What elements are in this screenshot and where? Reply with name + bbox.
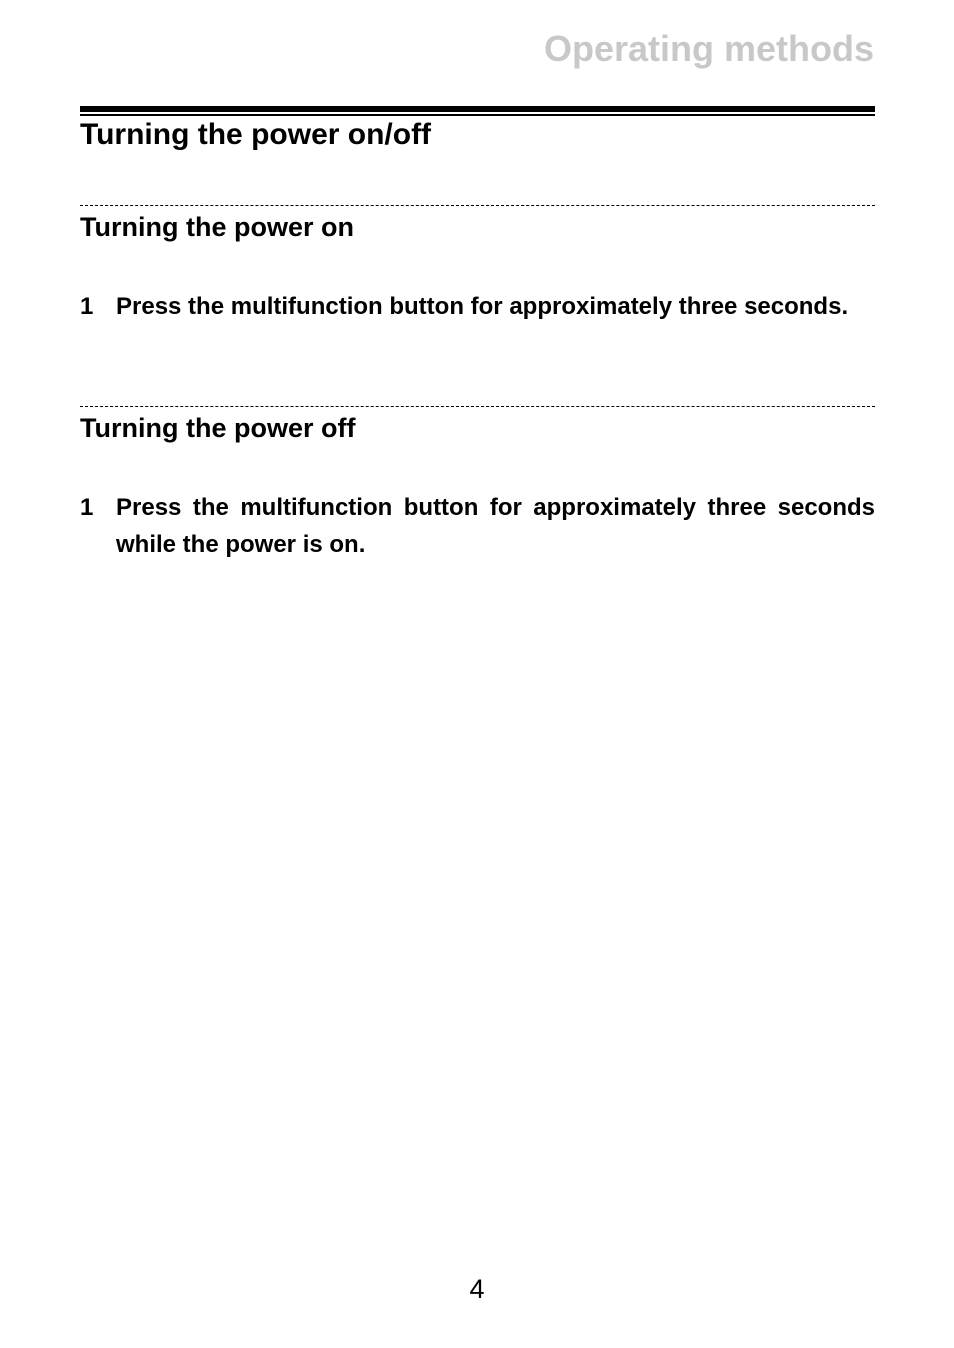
subsection-title-power-off: Turning the power off [80, 413, 356, 443]
step-text: Press the multifunction button for approximately three seconds. [116, 293, 849, 320]
dashed-divider [80, 205, 875, 206]
page-number: 4 [469, 1274, 485, 1304]
subsection-title-power-on: Turning the power on [80, 212, 354, 242]
section-rule-thick [80, 106, 875, 112]
step-item [80, 489, 875, 563]
step-number: 1 [80, 494, 94, 521]
dashed-divider [80, 406, 875, 407]
running-header: Operating methods [543, 28, 874, 69]
section-title: Turning the power on/off [80, 118, 432, 151]
step-number: 1 [80, 293, 94, 320]
step-text: Press the multifunction button for approximately three seconds while the power is on. [116, 494, 875, 558]
step-item [80, 288, 875, 325]
section-rule-thin [80, 114, 875, 116]
